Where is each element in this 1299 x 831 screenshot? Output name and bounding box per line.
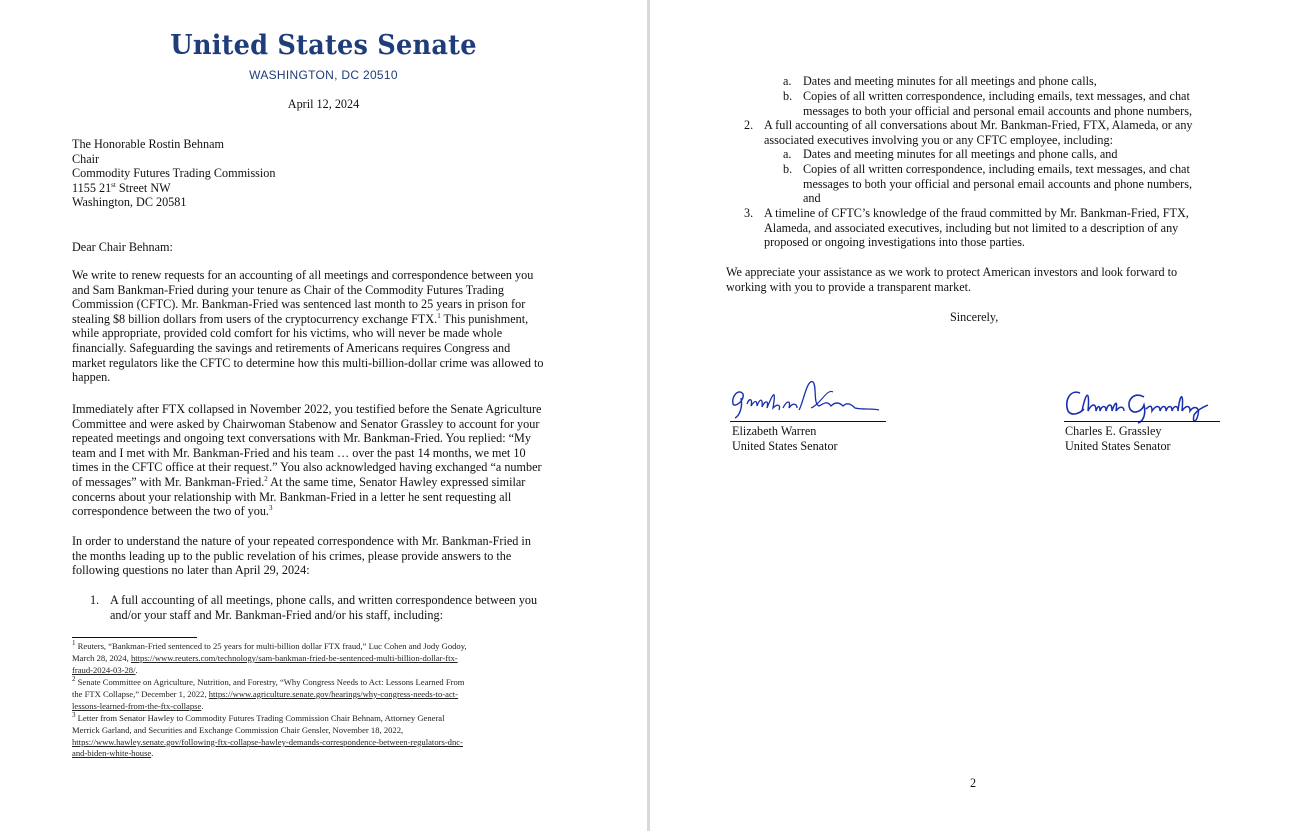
signer-warren <box>732 424 838 453</box>
paragraph-1: We write to renew requests for an accounting of all meetings and correspondence between you and Sam Bankman-Fried during your tenure as Chair of the Commodity Futures Trading Commission (CFTC). Mr. Bankman-Fried was sentenced last month to 25 years in prison for stealing $8 billion dollars from users of the cryptocurrency exchange FTX.$^1$ This punishment, while appropriate, provided cold comfort for his victims, who will never be made whole financially. Safeguarding the savings and retirements of Americans requires Congress and market regulators like the CFTC to determine how this multi-billion-dollar crime was allowed to happen. <box>72 268 544 385</box>
address-line: Washington, DC 20581 <box>72 195 187 210</box>
letter-date: April 12, 2024 <box>287 97 360 111</box>
salutation: Dear Chair Behnam: <box>72 240 173 254</box>
footnote-mark-3: 3 <box>268 504 273 513</box>
closing-paragraph: We appreciate your assistance as we work to protect American investors and look forward to working with you to provide a transparent market. <box>726 265 1178 294</box>
list-item-3: 3. A timeline of CFTC’s knowledge of the fraud committed by Mr. Bankman-Fried, FTX, Alameda, and associated executives, including but not limited to a description of any proposed or ongoing investigations into those parties. <box>744 206 1189 250</box>
signer-name: Charles E. Grassley <box>1065 424 1162 438</box>
signature-warren-image <box>727 374 887 422</box>
sub-item-2b: b. Copies of all written correspondence, including emails, text messages, and chat messages to both your official and personal email accounts and phone numbers, and <box>783 162 1192 206</box>
footnote-mark-1: 1 <box>437 311 441 320</box>
footnote-link[interactable]: https://www.hawley.senate.gov/following-ftx-collapse-hawley-demands-correspondence-between-regulators-dnc- <box>72 736 463 747</box>
list-item-2: 2. A full accounting of all conversations about Mr. Bankman-Fried, FTX, Alameda, or any associated executives involving you or any CFTC employee, including: <box>744 118 1193 147</box>
footnote-divider <box>72 637 197 638</box>
signature-line <box>730 421 886 422</box>
letterhead-title: United States Senate <box>170 30 477 61</box>
footnote-mark-2: 2 <box>264 474 268 483</box>
list-number: 1. <box>90 593 100 607</box>
sincerely: Sincerely, <box>950 310 999 324</box>
footnote-link[interactable]: https://www.reuters.com/technology/sam-bankman-fried-be-sentenced-multi-billion-dollar-ftx- <box>130 652 458 663</box>
signer-grassley <box>1065 424 1171 453</box>
footnote-link[interactable]: fraud-2024-03-28/ <box>72 664 136 675</box>
address-line: Chair <box>72 151 100 166</box>
address-line: The Honorable Rostin Behnam <box>72 137 224 151</box>
signature-line <box>1064 421 1220 422</box>
signer-title: United States Senator <box>1065 438 1171 453</box>
sub-item-1b: b. Copies of all written correspondence, including emails, text messages, and chat messages to both your official and personal email accounts and phone numbers, <box>783 89 1192 118</box>
paragraph-2: Immediately after FTX collapsed in November 2022, you testified before the Senate Agriculture Committee and were asked by Chairwoman Stabenow and Senator Grassley to account for your repeated meetings and ongoing text conversations with Mr. Bankman-Fried. You replied: “My team and I met with Mr. Bankman-Fried and his team … over the past 14 months, we met 10 times in the CFTC office at their request.” You also acknowledged having exchanged “a number of messages” with Mr. Bankman-Fried.$^2$ At the same time, Senator Hawley expressed similar concerns about your relationship with Mr. Bankman-Fried in a letter he sent requesting all correspondence between the two of you.$^3$ <box>72 402 542 519</box>
footnote-link[interactable]: lessons-learned-from-the-ftx-collapse <box>72 700 202 711</box>
sub-item-1a: a. Dates and meeting minutes for all meetings and phone calls, <box>783 74 1097 88</box>
footnote-link[interactable]: https://www.agriculture.senate.gov/hearings/why-congress-needs-to-act- <box>208 688 459 699</box>
recipient-address <box>72 137 276 210</box>
address-line: Commodity Futures Trading Commission <box>72 166 276 181</box>
paragraph-3: In order to understand the nature of your repeated correspondence with Mr. Bankman-Fried in the months leading up to the public revelation of his crimes, please provide answers to the following questions no later than April 29, 2024: <box>72 534 531 578</box>
signer-title: United States Senator <box>732 438 838 453</box>
letterhead-location: WASHINGTON, DC 20510 <box>249 68 398 82</box>
address-street: 1155 21st Street NW <box>72 180 171 195</box>
footnote-1: $^1$ Reuters, “Bankman-Fried sentenced to 25 years for multi-billion dollar FTX fraud,” Luc Cohen and Jody Godoy, March 28, 2024, https://www.reuters.com/technology/sam-bankman-fried-be-sentenced-multi-billion-dollar-ftx- fraud-2024-03-28/. <box>72 639 467 675</box>
footnote-2: $^2$ Senate Committee on Agriculture, Nutrition, and Forestry, “Why Congress Needs to Act: Lessons Learned From the FTX Collapse,” December 1, 2022, https://www.agriculture.senate.gov/hearings/why-congress-needs-to-act- lessons-learned-from-the-ftx-collapse. <box>72 675 465 711</box>
signature-grassley-image <box>1062 383 1222 425</box>
list-item-1: 1. A full accounting of all meetings, phone calls, and written correspondence between you and/or your staff and Mr. Bankman-Fried and/or his staff, including: <box>90 593 538 622</box>
sub-item-2a: a. Dates and meeting minutes for all meetings and phone calls, and <box>783 147 1118 161</box>
page-1 <box>0 0 647 831</box>
footnote-3: $^3$ Letter from Senator Hawley to Commodity Futures Trading Commission Chair Behnam, Attorney General Merrick Garland, and Securities and Exchange Commission Chair Gensler, November 18, 2022, https://www.hawley.senate.gov/following-ftx-collapse-hawley-demands-correspondence-between-regulators-dnc- and-biden-white-house. <box>72 711 463 759</box>
page-2 <box>650 0 1299 831</box>
footnote-link[interactable]: and-biden-white-house <box>72 748 152 759</box>
signer-name: Elizabeth Warren <box>732 424 817 438</box>
page-number: 2 <box>970 776 977 790</box>
